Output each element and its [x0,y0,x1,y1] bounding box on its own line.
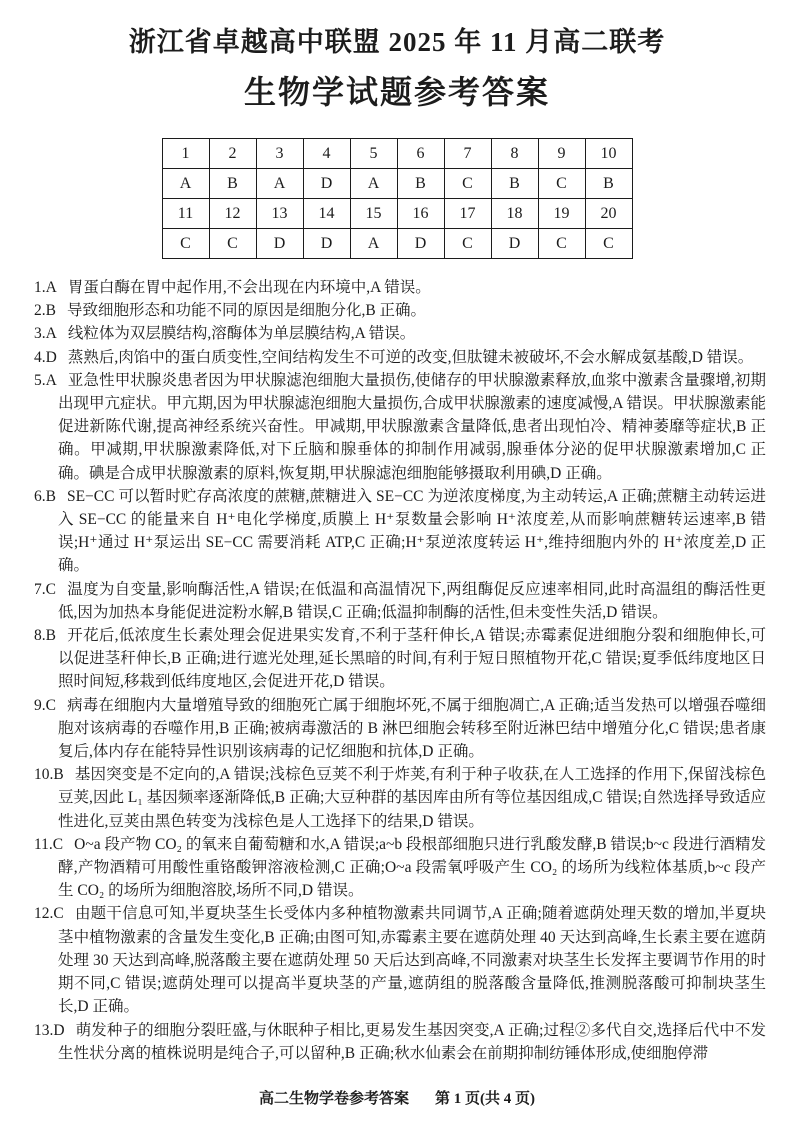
explanation-text: 亚急性甲状腺炎患者因为甲状腺滤泡细胞大量损伤,使储存的甲状腺激素释放,血浆中激素含量骤增,初期出现甲亢症状。甲亢期,因为甲状腺滤泡细胞大量损伤,合成甲状腺激素的速度减慢,A 错误。甲状腺激素能促进新陈代谢,提高神经系统兴奋性。甲减期,甲状腺激素含量降低,患者出现怕冷、精神萎靡等症状,B 正确。甲减期,甲状腺激素降低,对下丘脑和腺垂体的抑制作用减弱,腺垂体分泌的促甲状腺激素增加,C 正确。碘是合成甲状腺激素的原料,恢复期,甲状腺滤泡细胞能够摄取利用碘,D 正确。 [58,371,766,482]
question-answer-label: 8.B [34,627,56,645]
question-answer-label: 6.B [34,487,56,505]
question-answer-label: 12.C [34,905,64,923]
explanation-item-5 [34,369,766,485]
explanation-text: 胃蛋白酶在胃中起作用,不会出现在内环境中,A 错误。 [67,279,431,296]
answer-cell: C [444,229,491,259]
explanation-text: 由题干信息可知,半夏块茎生长受体内多种植物激素共同调节,A 正确;随着遮荫处理天数的增加,半夏块茎中植物激素的含量发生变化,B 正确;由图可知,赤霉素主要在遮荫处理 40 天达到高峰,生长素主要在遮荫处理 30 天达到高峰,脱落酸主要在遮荫处理 50 天后达到高峰,不同激素对块茎生长发挥主要调节作用的时期不同,C 错误;遮荫处理可以提高半夏块茎的产量,遮荫组的脱落酸含量降低,推测脱落酸可抑制块茎生长,D 正确。 [58,905,766,1016]
question-number-cell: 2 [209,139,256,169]
answer-cell: D [303,229,350,259]
question-number-cell: 3 [256,139,303,169]
answer-cell: D [397,229,444,259]
explanation-item-8 [34,624,766,694]
question-number-cell: 15 [350,199,397,229]
answer-cell: B [491,169,538,199]
explanation-text: 基因突变是不定向的,A 错误;浅棕色豆荚不利于炸荚,有利于种子收获,在人工选择的作用下,保留浅棕色豆荚,因此 L₁ 基因频率逐渐降低,B 正确;大豆种群的基因库由所有等位基因组成,C 错误;自然选择导致适应性进化,豆荚由黑色转变为浅棕色是人工选择下的结果,D 错误。 [58,766,766,830]
answer-table [162,138,633,259]
explanation-item-1 [34,276,766,299]
answer-key-title: 生物学试题参考答案 [243,74,550,110]
footer-page-number: 第 1 页(共 4 页) [435,1091,535,1107]
question-number-cell: 10 [585,139,632,169]
explanation-text: 开花后,低浓度生长素处理会促进果实发育,不利于茎秆伸长,A 错误;赤霉素促进细胞分裂和细胞伸长,可以促进茎秆伸长,B 正确;进行遮光处理,延长黑暗的时间,有利于短日照植物开花,C 错误;夏季低纬度地区日照时间短,移栽到低纬度地区,会促进开花,D 错误。 [58,627,766,691]
question-number-cell: 17 [444,199,491,229]
question-number-cell: 12 [209,199,256,229]
question-number-cell: 4 [303,139,350,169]
explanation-item-10 [34,763,766,833]
explanation-item-3 [34,322,766,345]
question-answer-label: 13.D [34,1021,65,1039]
question-answer-label: 5.A [34,371,57,389]
question-number-cell: 19 [538,199,585,229]
explanation-text: 线粒体为双层膜结构,溶酶体为单层膜结构,A 错误。 [67,325,416,343]
explanation-item-4 [34,346,766,369]
question-answer-label: 3.A [34,325,57,343]
explanation-text: SE−CC 可以暂时贮存高浓度的蔗糖,蔗糖进入 SE−CC 为逆浓度梯度,为主动转运,A 正确;蔗糖主动转运进入 SE−CC 的能量来自 H⁺电化学梯度,质膜上 H⁺泵数量会影响 H⁺浓度差,从而影响蔗糖转运速率,B 错误;H⁺通过 H⁺泵运出 SE−CC 需要消耗 ATP,C 正确;H⁺泵逆浓度转运 H⁺,维持细胞内外的 H⁺浓度差,D 正确。 [58,487,766,575]
question-number-cell: 16 [397,199,444,229]
answer-cell: A [350,229,397,259]
explanation-item-2 [34,299,766,322]
question-answer-label: 2.B [34,302,56,320]
answer-cell: C [444,169,491,199]
question-number-cell: 6 [397,139,444,169]
question-answer-label: 7.C [34,580,56,598]
explanation-item-11 [34,833,766,903]
explanation-text: 病毒在细胞内大量增殖导致的细胞死亡属于细胞坏死,不属于细胞凋亡,A 正确;适当发热可以增强吞噬细胞对该病毒的吞噬作用,B 正确;被病毒激活的 B 淋巴细胞会转移至附近淋巴结中增殖分化,C 错误;患者康复后,体内存在能特异性识别该病毒的记忆细胞和抗体,D 正确。 [58,696,766,761]
footer-document-title: 高二生物学卷参考答案 [258,1091,409,1107]
explanation-item-6 [34,485,766,578]
explanation-item-9 [34,694,766,764]
exam-title: 浙江省卓越高中联盟 2025 年 11 月高二联考 [128,27,666,57]
question-number-cell: 20 [585,199,632,229]
answer-cell: A [256,169,303,199]
question-number-cell: 9 [538,139,585,169]
question-answer-label: 11.C [34,835,64,853]
explanation-text: 萌发种子的细胞分裂旺盛,与休眠种子相比,更易发生基因突变,A 正确;过程②多代自交,选择后代中不发生性状分离的植株说明是纯合子,可以留种,B 正确;秋水仙素会在前期抑制纺锤体形成,使细胞停滞 [58,1021,766,1062]
question-answer-label: 10.B [34,766,64,784]
explanation-text: O~a 段产物 CO₂ 的氧来自葡萄糖和水,A 错误;a~b 段根部细胞只进行乳酸发酵,B 错误;b~c 段进行酒精发酵,产物酒精可用酸性重铬酸钾溶液检测,C 正确;O~a 段需氧呼吸产生 CO₂ 的场所为线粒体基质,b~c 段产生 CO₂ 的场所为细胞溶胶,场所不同,D 错误。 [58,835,766,900]
answer-cell: B [585,169,632,199]
answer-cell: C [585,229,632,259]
answer-cell: B [397,169,444,199]
answer-cell: A [162,169,209,199]
explanation-item-12 [34,902,766,1018]
answer-row-1-10 [162,169,632,199]
question-answer-label: 9.C [34,696,56,714]
question-number-row-11-20 [162,199,632,229]
explanation-text: 导致细胞形态和功能不同的原因是细胞分化,B 正确。 [66,302,427,320]
answer-cell: C [538,229,585,259]
explanation-item-13 [34,1019,766,1065]
answer-cell: D [256,229,303,259]
answer-cell: D [491,229,538,259]
question-number-cell: 13 [256,199,303,229]
explanations-list [34,276,766,1065]
question-number-cell: 5 [350,139,397,169]
explanation-text: 蒸熟后,肉馅中的蛋白质变性,空间结构发生不可逆的改变,但肽键未被破坏,不会水解成氨基酸,D 错误。 [67,348,754,366]
question-number-cell: 8 [491,139,538,169]
answer-cell: C [209,229,256,259]
question-number-cell: 1 [162,139,209,169]
question-number-cell: 18 [491,199,538,229]
answer-cell: C [538,169,585,199]
question-answer-label: 4.D [34,348,57,366]
answer-cell: D [303,169,350,199]
answer-cell: C [162,229,209,259]
explanation-text: 温度为自变量,影响酶活性,A 错误;在低温和高温情况下,两组酶促反应速率相同,此时高温组的酶活性更低,因为加热本身能促进淀粉水解,B 错误,C 正确;低温抑制酶的活性,但未变性失活,D 错误。 [58,580,766,621]
question-number-cell: 7 [444,139,491,169]
answer-row-11-20 [162,229,632,259]
question-number-row-1-10 [162,139,632,169]
question-number-cell: 11 [162,199,209,229]
question-answer-label: 1.A [34,279,57,296]
page-footer [0,1087,794,1108]
answer-cell: A [350,169,397,199]
answer-cell: B [209,169,256,199]
explanation-item-7 [34,578,766,624]
question-number-cell: 14 [303,199,350,229]
